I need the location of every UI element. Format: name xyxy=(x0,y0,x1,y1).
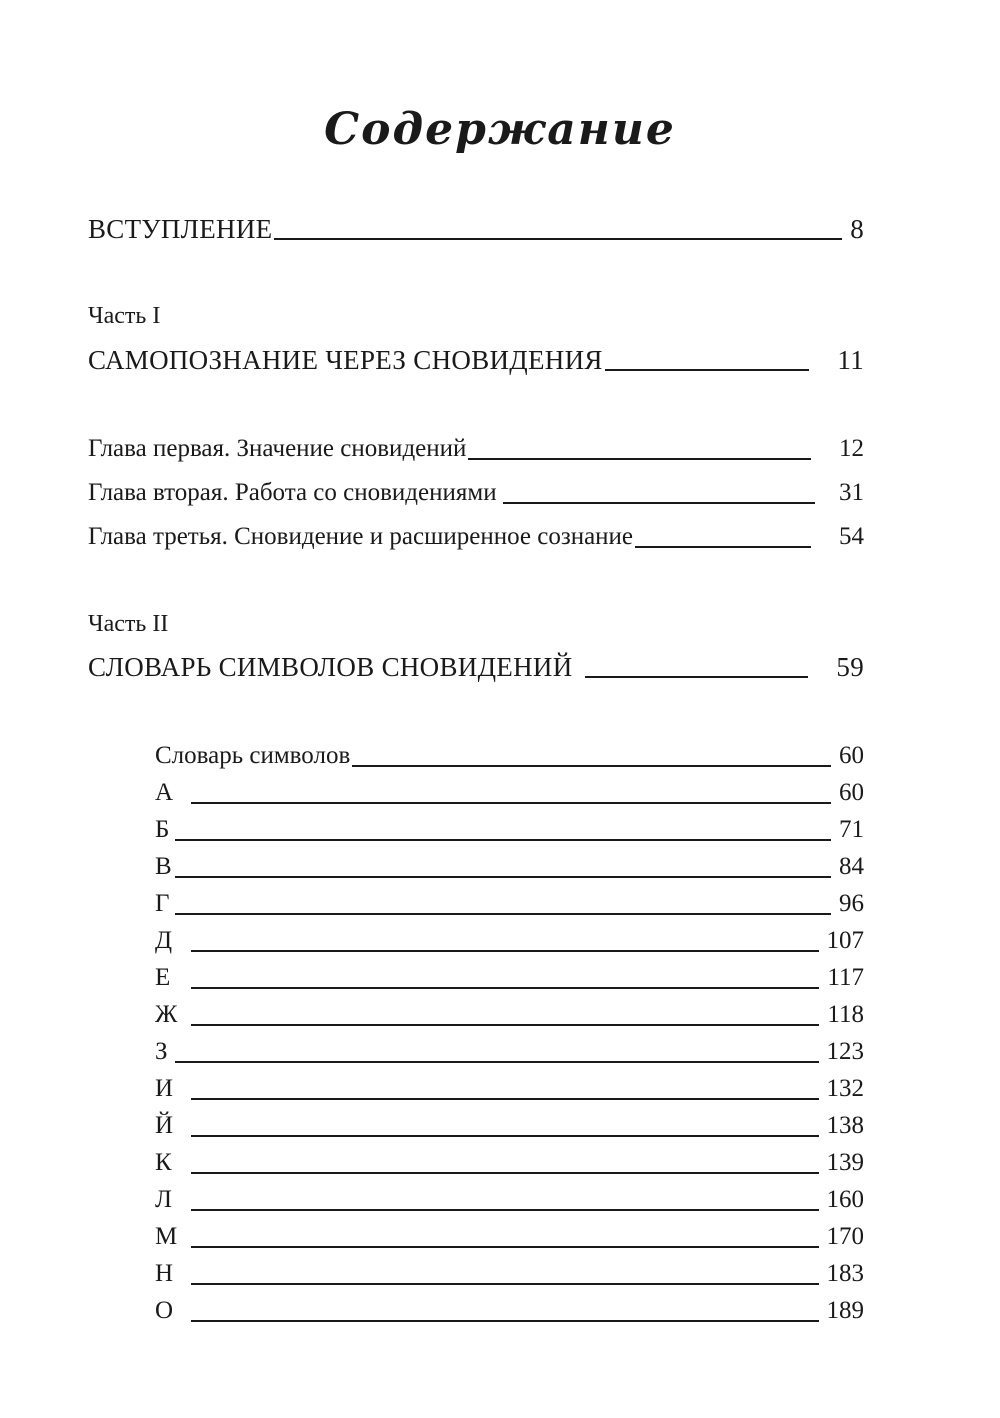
toc-entry-letter[interactable] xyxy=(155,1109,864,1143)
toc-entry-label: Ж xyxy=(155,1001,178,1028)
toc-entry-label: В xyxy=(155,853,172,880)
leader-line xyxy=(191,1024,819,1026)
toc-entry-intro[interactable] xyxy=(88,212,864,246)
toc-entry-page: 139 xyxy=(826,1149,864,1176)
leader-line xyxy=(191,1135,819,1137)
leader-line xyxy=(274,238,842,240)
toc-entry-page: 138 xyxy=(826,1112,864,1139)
leader-line xyxy=(352,765,831,767)
leader-line xyxy=(635,546,811,548)
toc-entry-chapter-1[interactable] xyxy=(88,432,864,466)
toc-entry-part-1[interactable] xyxy=(88,343,864,377)
toc-entry-letter[interactable] xyxy=(155,1183,864,1217)
leader-line xyxy=(585,676,809,678)
part-1-label: Часть I xyxy=(88,303,161,329)
leader-line xyxy=(191,802,831,804)
toc-entry-letter[interactable] xyxy=(155,1035,864,1069)
toc-entry-page: 160 xyxy=(826,1186,864,1213)
toc-entry-label: Й xyxy=(155,1112,174,1139)
toc-entry-label: Б xyxy=(155,816,170,843)
leader-line xyxy=(191,1172,819,1174)
toc-entry-letter[interactable] xyxy=(155,961,864,995)
toc-entry-page: 189 xyxy=(826,1297,864,1324)
toc-entry-label: Н xyxy=(155,1260,174,1287)
toc-entry-label: САМОПОЗНАНИЕ ЧЕРЕЗ СНОВИДЕНИЯ xyxy=(88,345,603,375)
leader-line xyxy=(191,987,819,989)
toc-entry-label: К xyxy=(155,1149,172,1176)
toc-entry-label: СЛОВАРЬ СИМВОЛОВ СНОВИДЕНИЙ xyxy=(88,652,573,682)
leader-line xyxy=(468,458,811,460)
leader-line xyxy=(175,1061,819,1063)
toc-entry-letter[interactable] xyxy=(155,924,864,958)
toc-entry-label: Л xyxy=(155,1186,172,1213)
toc-entry-chapter-3[interactable] xyxy=(88,520,864,554)
leader-line xyxy=(191,1283,819,1285)
toc-entry-page: 59 xyxy=(836,652,864,682)
toc-entry-letter[interactable] xyxy=(155,1146,864,1180)
toc-entry-letter[interactable] xyxy=(155,1072,864,1106)
toc-entry-letter[interactable] xyxy=(155,998,864,1032)
toc-entry-label: Д xyxy=(155,927,173,954)
toc-entry-page: 11 xyxy=(837,345,864,375)
toc-entry-label: Е xyxy=(155,964,171,991)
toc-entry-letter[interactable] xyxy=(155,776,864,810)
toc-entry-label: А xyxy=(155,779,174,806)
toc-entry-page: 170 xyxy=(826,1223,864,1250)
part-2-label: Часть II xyxy=(88,611,169,637)
toc-entry-letter[interactable] xyxy=(155,850,864,884)
toc-entry-label: И xyxy=(155,1075,174,1102)
toc-entry-page: 118 xyxy=(827,1001,864,1028)
toc-entry-label: О xyxy=(155,1297,174,1324)
leader-line xyxy=(605,369,810,371)
toc-entry-page: 96 xyxy=(839,890,864,917)
toc-entry-label: ВСТУПЛЕНИЕ xyxy=(88,214,273,244)
toc-entry-letter[interactable] xyxy=(155,813,864,847)
toc-entry-page: 60 xyxy=(839,779,864,806)
toc-entry-page: 107 xyxy=(826,927,864,954)
leader-line xyxy=(191,950,819,952)
toc-entry-page: 71 xyxy=(839,816,864,843)
toc-entry-page: 31 xyxy=(839,479,864,506)
toc-entry-letter[interactable] xyxy=(155,1294,864,1328)
leader-line xyxy=(191,1246,819,1248)
page-title: Содержание xyxy=(324,104,676,155)
leader-line xyxy=(191,1320,819,1322)
toc-entry-letter[interactable] xyxy=(155,1257,864,1291)
toc-entry-label: Глава вторая. Работа со сновидениями xyxy=(88,479,497,506)
toc-entry-part-2[interactable] xyxy=(88,650,864,684)
toc-entry-dictionary[interactable] xyxy=(155,739,864,773)
toc-entry-page: 84 xyxy=(839,853,864,880)
leader-line xyxy=(175,876,831,878)
toc-entry-chapter-2[interactable] xyxy=(88,476,864,510)
toc-entry-label: М xyxy=(155,1223,178,1250)
leader-line xyxy=(191,1098,819,1100)
toc-entry-page: 132 xyxy=(826,1075,864,1102)
toc-entry-label: Глава третья. Сновидение и расширенное сознание xyxy=(88,523,634,550)
toc-entry-letter[interactable] xyxy=(155,1220,864,1254)
toc-entry-page: 12 xyxy=(839,435,864,462)
toc-entry-page: 123 xyxy=(826,1038,864,1065)
leader-line xyxy=(191,1209,819,1211)
toc-entry-page: 117 xyxy=(827,964,864,991)
toc-entry-page: 8 xyxy=(850,214,864,244)
leader-line xyxy=(175,839,831,841)
toc-entry-page: 60 xyxy=(839,742,864,769)
toc-entry-label: Словарь символов xyxy=(155,742,351,769)
toc-entry-letter[interactable] xyxy=(155,887,864,921)
leader-line xyxy=(175,913,831,915)
toc-entry-label: Г xyxy=(155,890,170,917)
toc-entry-page: 54 xyxy=(839,523,864,550)
toc-entry-label: Глава первая. Значение сновидений xyxy=(88,435,467,462)
toc-entry-page: 183 xyxy=(826,1260,864,1287)
toc-entry-label: З xyxy=(155,1038,168,1065)
leader-line xyxy=(503,502,815,504)
